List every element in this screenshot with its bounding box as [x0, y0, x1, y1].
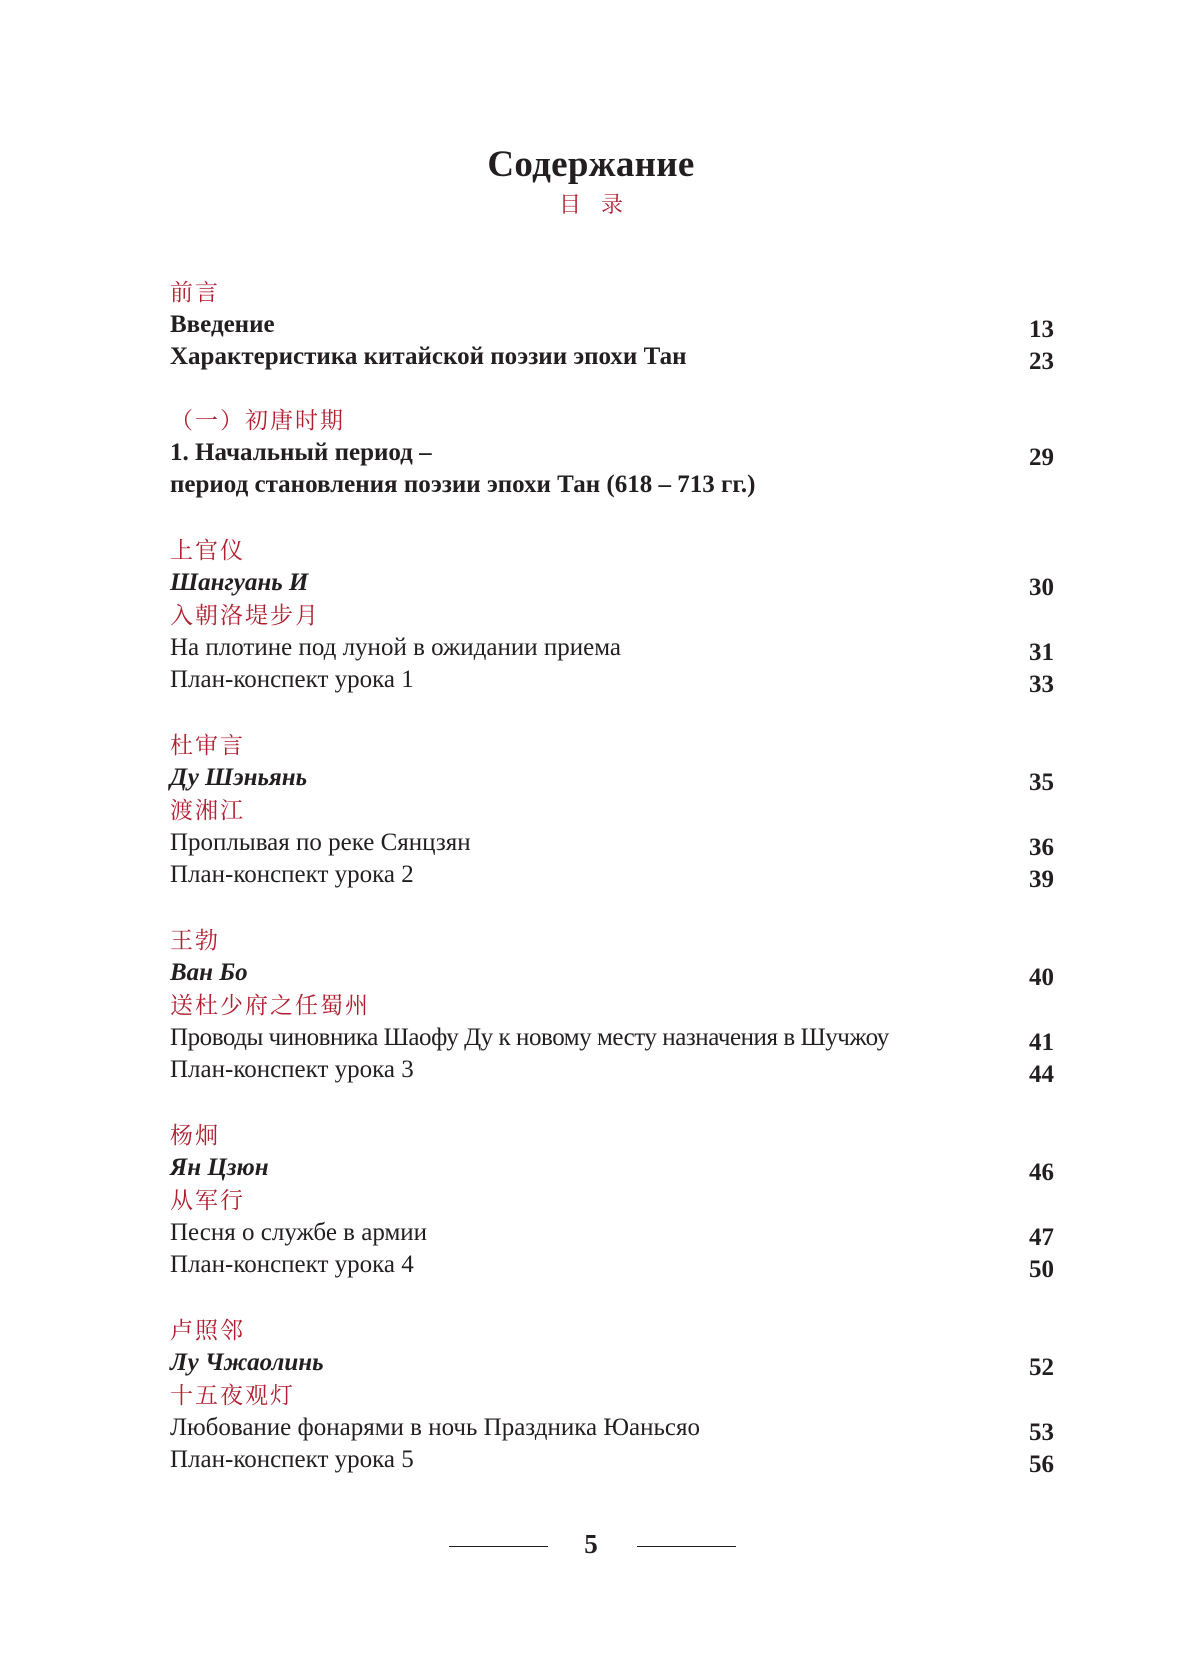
toc-poet-chinese-name: 上官仪 [170, 538, 245, 563]
toc-poet-name[interactable]: Шангуань И [170, 569, 309, 596]
footer-rule-right [637, 1546, 736, 1547]
toc-lesson-plan-page[interactable]: 33 [1029, 671, 1054, 698]
toc-lesson-plan[interactable]: План-конспект урока 2 [170, 861, 414, 888]
toc-poem-page[interactable]: 41 [1029, 1029, 1054, 1056]
toc-poem-chinese-title: 入朝洛堤步月 [170, 603, 320, 628]
toc-period-title-line1[interactable]: 1. Начальный период – [170, 439, 432, 466]
toc-lesson-plan[interactable]: План-конспект урока 1 [170, 666, 414, 693]
toc-poem-title[interactable]: На плотине под луной в ожидании приема [170, 634, 621, 661]
footer-rule-left [449, 1546, 548, 1547]
toc-poet-name[interactable]: Лу Чжаолинь [170, 1349, 324, 1376]
toc-poet-name[interactable]: Ян Цзюн [170, 1154, 269, 1181]
page-title: Содержание [487, 144, 695, 185]
toc-poem-title[interactable]: Любование фонарями в ночь Праздника Юаньсяо [170, 1414, 700, 1441]
toc-poet-name-page[interactable]: 40 [1029, 964, 1054, 991]
toc-period-title-line2[interactable]: период становления поэзии эпохи Тан (618 – 713 гг.) [170, 471, 756, 498]
toc-poem-chinese-title: 渡湘江 [170, 798, 245, 823]
toc-poem-page[interactable]: 53 [1029, 1419, 1054, 1446]
toc-poem-title[interactable]: Песня о службе в армии [170, 1219, 428, 1246]
page-subtitle-chinese: 目录 [558, 192, 643, 217]
toc-lesson-plan-page[interactable]: 56 [1029, 1451, 1054, 1478]
toc-poem-chinese-title: 送杜少府之任蜀州 [170, 993, 370, 1018]
page-footer [0, 1525, 1182, 1565]
toc-poet-name[interactable]: Ду Шэньянь [170, 764, 308, 791]
toc-introduction-page[interactable]: 13 [1029, 316, 1054, 343]
toc-period-chinese-label: （一）初唐时期 [170, 408, 345, 433]
toc-poet-name-page[interactable]: 30 [1029, 574, 1054, 601]
toc-poem-chinese-title: 十五夜观灯 [170, 1383, 295, 1408]
toc-lesson-plan-page[interactable]: 50 [1029, 1256, 1054, 1283]
toc-lesson-plan[interactable]: План-конспект урока 3 [170, 1056, 414, 1083]
toc-poet-chinese-name: 杨炯 [170, 1123, 220, 1148]
toc-poem-page[interactable]: 36 [1029, 834, 1054, 861]
toc-poet-name[interactable]: Ван Бо [170, 959, 248, 986]
toc-introduction-title[interactable]: Введение [170, 311, 275, 338]
toc-lesson-plan-page[interactable]: 39 [1029, 866, 1054, 893]
toc-poem-page[interactable]: 47 [1029, 1224, 1054, 1251]
toc-poet-chinese-name: 卢照邻 [170, 1318, 245, 1343]
toc-lesson-plan-page[interactable]: 44 [1029, 1061, 1054, 1088]
toc-poet-chinese-name: 杜审言 [170, 733, 245, 758]
toc-poem-title[interactable]: Проводы чиновника Шаофу Ду к новому месту назначения в Шучжоу [170, 1024, 889, 1051]
toc-poet-name-page[interactable]: 52 [1029, 1354, 1054, 1381]
toc-poem-page[interactable]: 31 [1029, 639, 1054, 666]
toc-period-page[interactable]: 29 [1029, 444, 1054, 471]
toc-poet-name-page[interactable]: 35 [1029, 769, 1054, 796]
toc-lesson-plan[interactable]: План-конспект урока 4 [170, 1251, 414, 1278]
footer-page-number: 5 [584, 1529, 598, 1559]
toc-poet-name-page[interactable]: 46 [1029, 1159, 1054, 1186]
toc-characteristics-page[interactable]: 23 [1029, 348, 1054, 375]
toc-poet-chinese-name: 王勃 [170, 928, 220, 953]
toc-front-chinese-label: 前言 [170, 280, 220, 305]
toc-characteristics-title[interactable]: Характеристика китайской поэзии эпохи Тан [170, 343, 687, 370]
toc-lesson-plan[interactable]: План-конспект урока 5 [170, 1446, 414, 1473]
toc-poem-chinese-title: 从军行 [170, 1188, 245, 1213]
toc-poem-title[interactable]: Проплывая по реке Сянцзян [170, 829, 471, 856]
